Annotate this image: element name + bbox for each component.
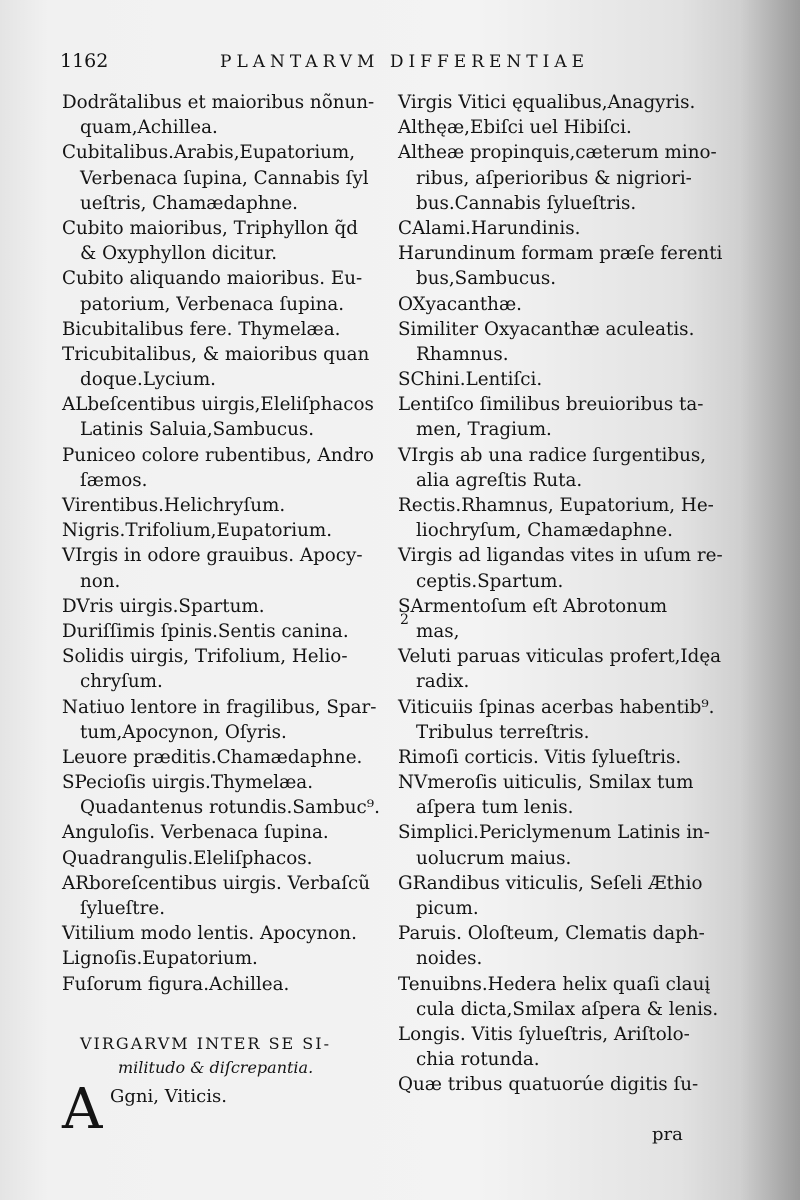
text-line: Quadantenus rotundis.Sambuc⁹. [80, 797, 380, 819]
left-column [62, 90, 392, 997]
text-line: Rimoſi corticis. Vitis ſylueſtris. [398, 746, 682, 768]
text-line: Duriſſimis ſpinis.Sentis canina. [62, 620, 349, 642]
text-line: ALbeſcentibus uirgis,Eleliſphacos [62, 394, 374, 416]
drop-cap: A [62, 1077, 103, 1142]
text-line: Viticuiis ſpinas acerbas habentib⁹. [398, 696, 715, 718]
text-line: Vitilium modo lentis. Apocynon. [62, 923, 357, 945]
text-line: Bicubitalibus fere. Thymelæa. [62, 318, 341, 340]
right-column [398, 90, 723, 1098]
text-line: Leuore præditis.Chamædaphne. [62, 746, 363, 768]
text-line: Fuſorum figura.Achillea. [62, 973, 290, 995]
text-line: VIrgis in odore grauibus. Apocy- [62, 545, 363, 567]
text-line: ribus, aſperioribus & nigriori- [416, 167, 692, 189]
text-line: Simplici.Periclymenum Latinis in- [398, 822, 710, 844]
text-line: Nigris.Trifolium,Eupatorium. [62, 520, 333, 542]
text-line: & Oxyphyllon dicitur. [80, 243, 278, 265]
text-line: mas, [416, 620, 460, 642]
text-line: SChini.Lentiſci. [398, 369, 543, 391]
text-line: Paruis. Oloſteum, Clematis daph- [398, 923, 705, 945]
page-header [60, 50, 700, 84]
text-line: Rectis.Rhamnus, Eupatorium, He- [398, 495, 714, 516]
text-line: Altheæ propinquis,cæterum mino- [398, 142, 717, 164]
text-line: ſæmos. [80, 469, 148, 491]
text-line: Cubito aliquando maioribus. Eu- [62, 268, 363, 290]
section-heading: VIRGARVM INTER SE SI- [80, 1034, 331, 1053]
text-line: Tribulus terreſtris. [416, 721, 590, 743]
text-line: non. [80, 570, 121, 592]
page-edge-shadow [740, 0, 800, 1200]
text-line: Natiuo lentore in fragilibus, Spar- [62, 696, 377, 718]
text-line: Virgis Vitici ęqualibus,Anagyris. [398, 92, 696, 113]
text-line: Cubitalibus.Arabis,Eupatorium, [62, 142, 356, 164]
text-line: bus,Sambucus. [416, 268, 557, 290]
text-line: NVmeroſis uiticulis, Smilax tum [398, 772, 694, 794]
text-line: SPecioſis uirgis.Thymelæa. [62, 772, 314, 794]
text-line: alia agreſtis Ruta. [416, 469, 583, 491]
text-line: uolucrum maius. [416, 847, 572, 869]
text-line: aſpera tum lenis. [416, 797, 574, 819]
page-number: 1162 [60, 50, 109, 72]
text-line: ueſtris, Chamædaphne. [80, 192, 298, 214]
text-line: tum,Apocynon, Oſyris. [80, 721, 287, 743]
text-line: Virgis ad ligandas vites in uſum re- [398, 545, 723, 567]
text-line: Puniceo colore rubentibus, Andro [62, 444, 374, 466]
text-line: Virentibus.Helichryſum. [62, 495, 286, 516]
text-line: VIrgis ab una radice ſurgentibus, [398, 444, 707, 466]
text-line: Quadrangulis.Eleliſphacos. [62, 847, 313, 869]
text-line: liochryſum, Chamædaphne. [416, 520, 673, 542]
catchword: pra [652, 1124, 683, 1145]
text-line: OXyacanthæ. [398, 293, 522, 315]
text-line: CAlami.Harundinis. [398, 217, 581, 239]
text-line: Anguloſis. Verbenaca ſupina. [62, 822, 329, 844]
text-line: picum. [416, 898, 479, 919]
text-line: ſylueſtre. [80, 898, 166, 919]
text-line: Lignoſis.Eupatorium. [62, 948, 258, 970]
text-line: quam,Achillea. [80, 117, 218, 139]
text-line: Veluti paruas viticulas profert,Idęa [398, 646, 722, 668]
text-line: ARboreſcentibus uirgis. Verbaſcũ [62, 872, 371, 894]
text-line: Solidis uirgis, Trifolium, Helio- [62, 646, 348, 668]
text-line: patorium, Verbenaca ſupina. [80, 293, 345, 315]
text-line: SArmentoſum eſt Abrotonum [398, 595, 668, 617]
text-line: Lentiſco ſimilibus breuioribus ta- [398, 394, 704, 416]
text-line: Tricubitalibus, & maioribus quan [62, 343, 370, 365]
text-line: Althęæ,Ebiſci uel Hibiſci. [398, 117, 632, 139]
text-line: bus.Cannabis ſylueſtris. [416, 192, 637, 214]
text-line: Dodrãtalibus et maioribus nõnun- [62, 92, 375, 113]
text-line: Longis. Vitis ſylueſtris, Ariſtolo- [398, 1023, 690, 1045]
running-title: PLANTARVM DIFFERENTIAE [220, 52, 590, 72]
text-line: doque.Lycium. [80, 369, 216, 391]
text-line: DVris uirgis.Spartum. [62, 595, 265, 617]
text-line: cula dicta,Smilax aſpera & lenis. [416, 998, 719, 1020]
text-line: chryſum. [80, 671, 163, 693]
section-heading-continuation: militudo & diſcrepantia. [118, 1058, 314, 1077]
text-line: ceptis.Spartum. [416, 570, 564, 592]
text-line: men, Tragium. [416, 419, 552, 441]
text-line: chia rotunda. [416, 1049, 540, 1071]
text-line: GRandibus viticulis, Seſeli Æthio [398, 872, 703, 894]
text-line: Latinis Saluia,Sambucus. [80, 419, 315, 441]
text-line: Tenuibns.Hedera helix quaſi clauį [398, 973, 711, 995]
text-line: noides. [416, 948, 483, 970]
text-line: Similiter Oxyacanthæ aculeatis. [398, 318, 695, 340]
text-line: Cubito maioribus, Triphyllon q̃d [62, 217, 358, 239]
text-line: radix. [416, 671, 470, 693]
text-line: Verbenaca ſupina, Cannabis ſyl [80, 167, 369, 189]
text-line: Harundinum formam præſe ferenti [398, 243, 723, 265]
margin-marker: 2 [400, 612, 409, 628]
text-line: Quæ tribus quatuorúe digitis ſu- [398, 1074, 699, 1096]
entry-line: Ggni, Viticis. [110, 1086, 227, 1107]
text-line: Rhamnus. [416, 343, 509, 365]
